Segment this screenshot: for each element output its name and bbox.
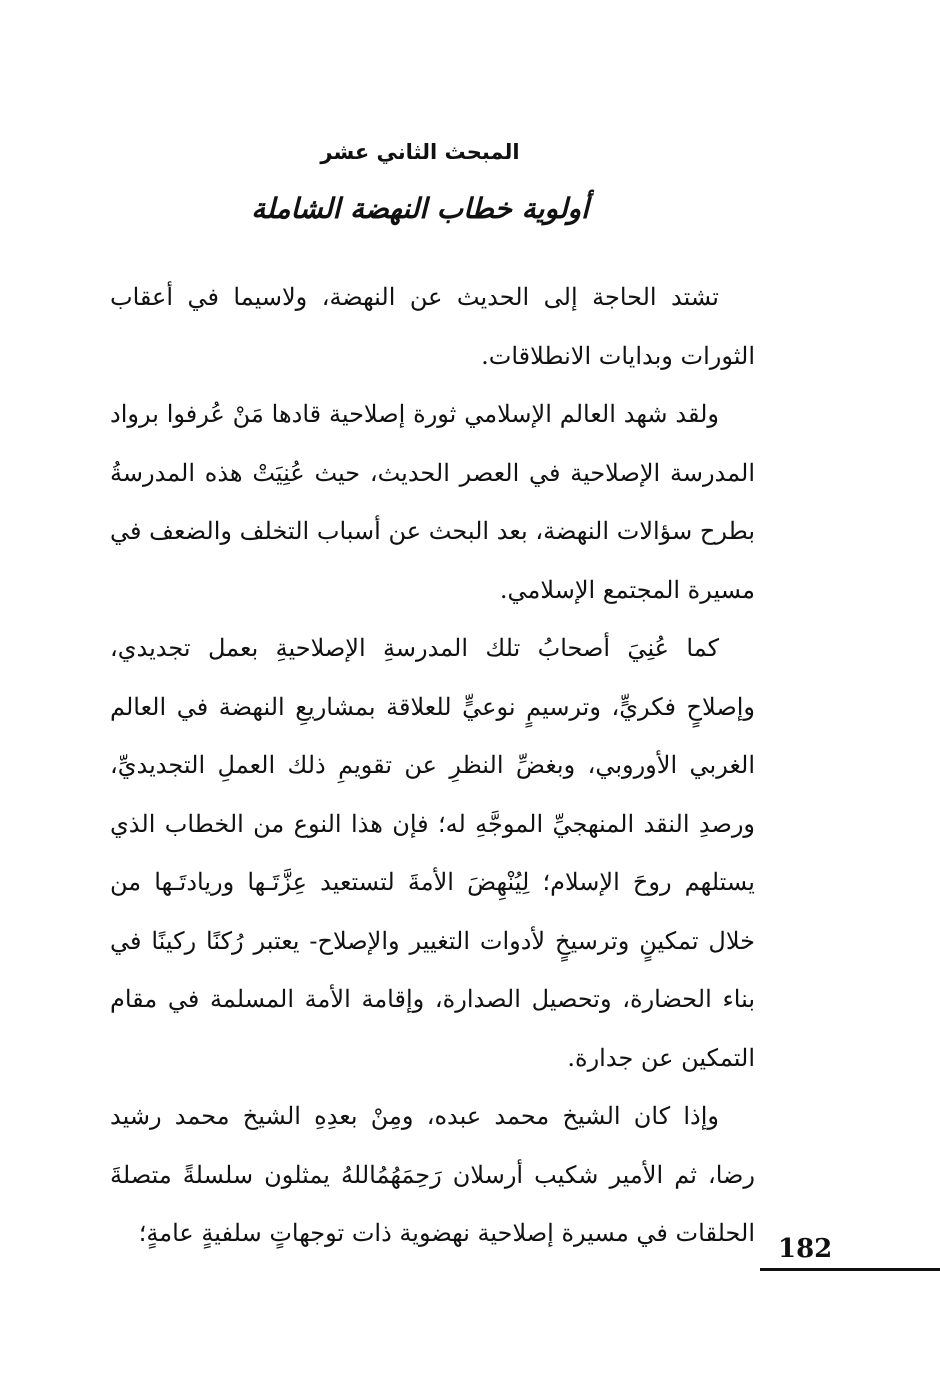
page-number: 182	[778, 1234, 833, 1264]
paragraph-1: تشتد الحاجة إلى الحديث عن النهضة، ولاسيما في أعقاب الثورات وبدايات الانطلاقات.	[110, 283, 755, 370]
footer-rule	[760, 1268, 940, 1271]
chapter-title: أولوية خطاب النهضة الشاملة	[251, 192, 589, 225]
body-text	[110, 268, 755, 1263]
paragraph-4: وإذا كان الشيخ محمد عبده، ومِنْ بعدِهِ الشيخ محمد رشيد رضا، ثم الأمير شكيب أرسلان رَحِمَهُمُاللهُ يمثلون سلسلةً متصلةَ الحلقات في مسيرة إصلاحية نهضوية ذات توجهاتٍ سلفيةٍ عامةٍ؛	[110, 1102, 755, 1247]
section-label: المبحث الثاني عشر	[320, 140, 520, 164]
paragraph-3: كما عُنِيَ أصحابُ تلك المدرسةِ الإصلاحيةِ بعمل تجديدي، وإصلاحٍ فكريٍّ، وترسيمٍ نوعيٍّ للعلاقة بمشاريعِ النهضة في العالم الغربي الأوروبي، وبغضِّ النظرِ عن تقويمِ ذلك العملِ التجديديِّ، ورصدِ النقد المنهجيِّ الموجَّهِ له؛ فإن هذا النوع من الخطاب الذي يستلهم روحَ الإسلام؛ لِيُنْهِضَ الأمةَ لتستعيد عِزَّتَـها وريادتَـها من خلال تمكينٍ وترسيخٍ لأدوات التغيير والإصلاح- يعتبر رُكنًا ركينًا في بناء الحضارة، وتحصيل الصدارة، وإقامة الأمة المسلمة في مقام التمكين عن جدارة.	[110, 634, 755, 1072]
paragraph-2: ولقد شهد العالم الإسلامي ثورة إصلاحية قادها مَنْ عُرفوا برواد المدرسة الإصلاحية في العصر الحديث، حيث عُنِيَتْ هذه المدرسةُ بطرح سؤالات النهضة، بعد البحث عن أسباب التخلف والضعف في مسيرة المجتمع الإسلامي.	[110, 400, 755, 604]
